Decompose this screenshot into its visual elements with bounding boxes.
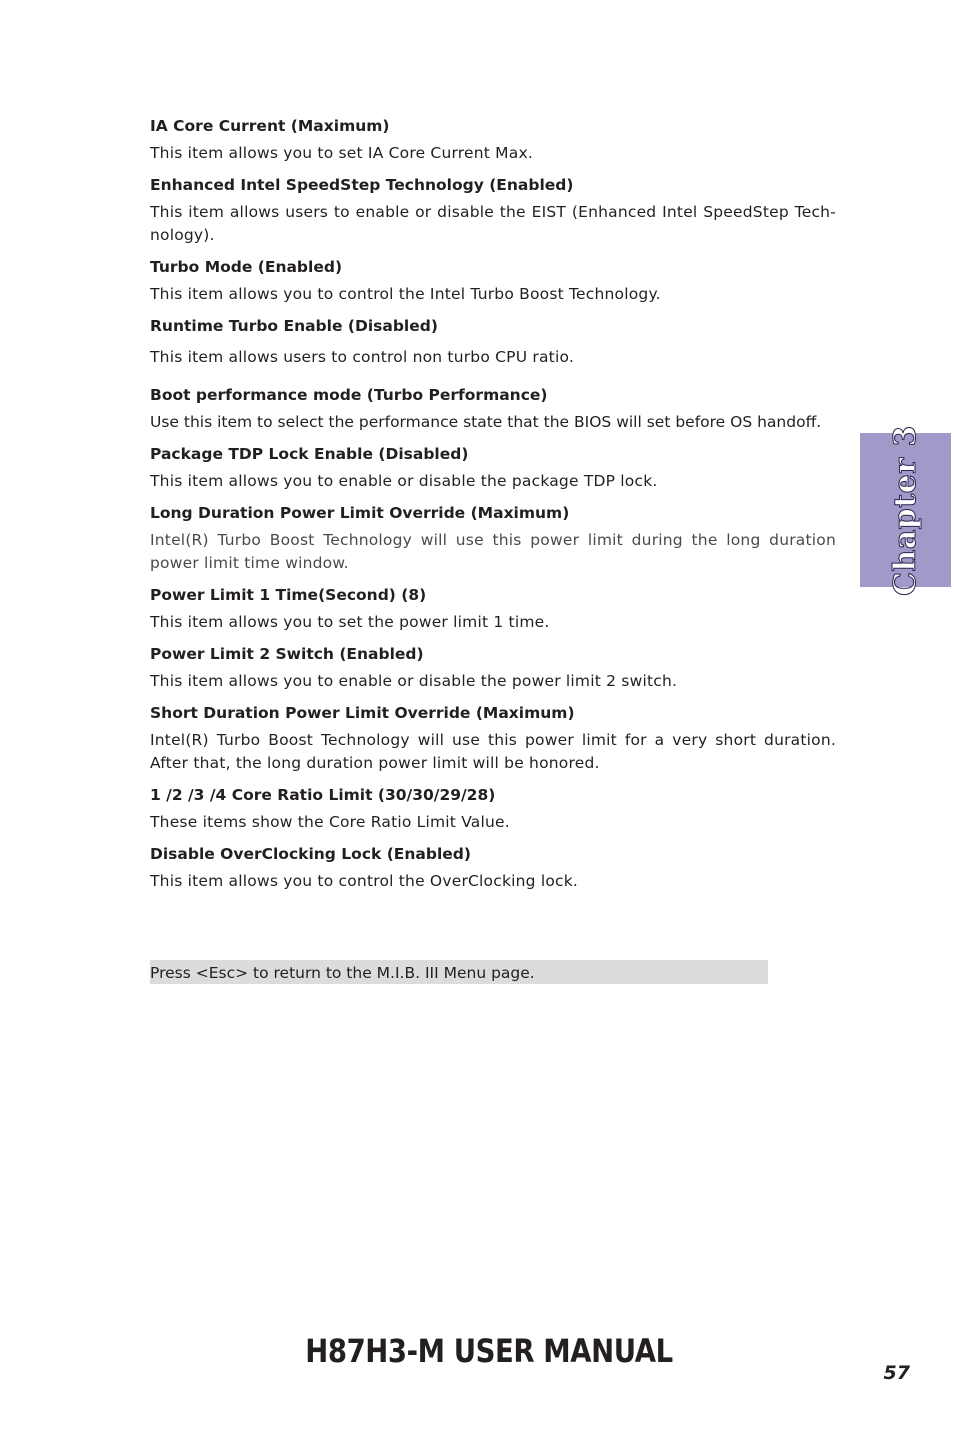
section-boot-performance (150, 385, 836, 434)
section-heading: Turbo Mode (Enabled) (150, 258, 343, 276)
section-description: This item allows you to enable or disable the package TDP lock. (150, 472, 658, 490)
section-description: This item allows you to set IA Core Current Max. (150, 144, 533, 162)
section-heading: Disable OverClocking Lock (Enabled) (150, 845, 471, 863)
manual-content (150, 116, 836, 903)
section-heading: Package TDP Lock Enable (Disabled) (150, 445, 469, 463)
chapter-tab (860, 424, 951, 596)
chapter-tab-label: Chapter 3 (888, 424, 924, 596)
section-heading: IA Core Current (Maximum) (150, 117, 390, 135)
section-heading: Power Limit 2 Switch (Enabled) (150, 645, 424, 663)
section-eist (150, 175, 836, 247)
section-description: Intel(R) Turbo Boost Technology will use this power limit for a very short duration. After that, the long duration power limit will be honored. (150, 731, 836, 772)
section-short-duration-power-limit (150, 703, 836, 775)
section-description: These items show the Core Ratio Limit Value. (150, 813, 510, 831)
section-description: Intel(R) Turbo Boost Technology will use this power limit during the long duration power limit time window. (150, 531, 836, 572)
section-ia-core-current (150, 116, 836, 165)
section-description: This item allows users to enable or disable the EIST (Enhanced Intel SpeedStep Tech-nology). (150, 203, 836, 244)
section-turbo-mode (150, 257, 836, 306)
section-core-ratio-limit (150, 785, 836, 834)
section-heading: Boot performance mode (Turbo Performance) (150, 386, 548, 404)
section-power-limit-1-time (150, 585, 836, 634)
section-description: Use this item to select the performance state that the BIOS will set before OS handoff. (150, 413, 822, 431)
section-description: This item allows you to control the OverClocking lock. (150, 872, 579, 890)
manual-title: H87H3-M USER MANUAL (305, 1332, 673, 1370)
section-description: This item allows users to control non turbo CPU ratio. (150, 348, 574, 366)
section-heading: Power Limit 1 Time(Second) (8) (150, 586, 427, 604)
section-overclocking-lock (150, 844, 836, 893)
section-heading: Long Duration Power Limit Override (Maximum) (150, 504, 570, 522)
section-description: This item allows you to control the Intel Turbo Boost Technology. (150, 285, 661, 303)
section-heading: Short Duration Power Limit Override (Maximum) (150, 704, 575, 722)
section-runtime-turbo (150, 316, 836, 369)
esc-return-note: Press <Esc> to return to the M.I.B. III Menu page. (150, 960, 768, 984)
section-heading: Enhanced Intel SpeedStep Technology (Enabled) (150, 176, 574, 194)
section-power-limit-2-switch (150, 644, 836, 693)
section-long-duration-power-limit (150, 503, 836, 575)
section-description: This item allows you to enable or disable the power limit 2 switch. (150, 672, 678, 690)
section-package-tdp-lock (150, 444, 836, 493)
section-heading: Runtime Turbo Enable (Disabled) (150, 317, 438, 335)
page-number: 57 (883, 1362, 910, 1384)
section-description: This item allows you to set the power limit 1 time. (150, 613, 550, 631)
section-heading: 1 /2 /3 /4 Core Ratio Limit (30/30/29/28) (150, 786, 496, 804)
